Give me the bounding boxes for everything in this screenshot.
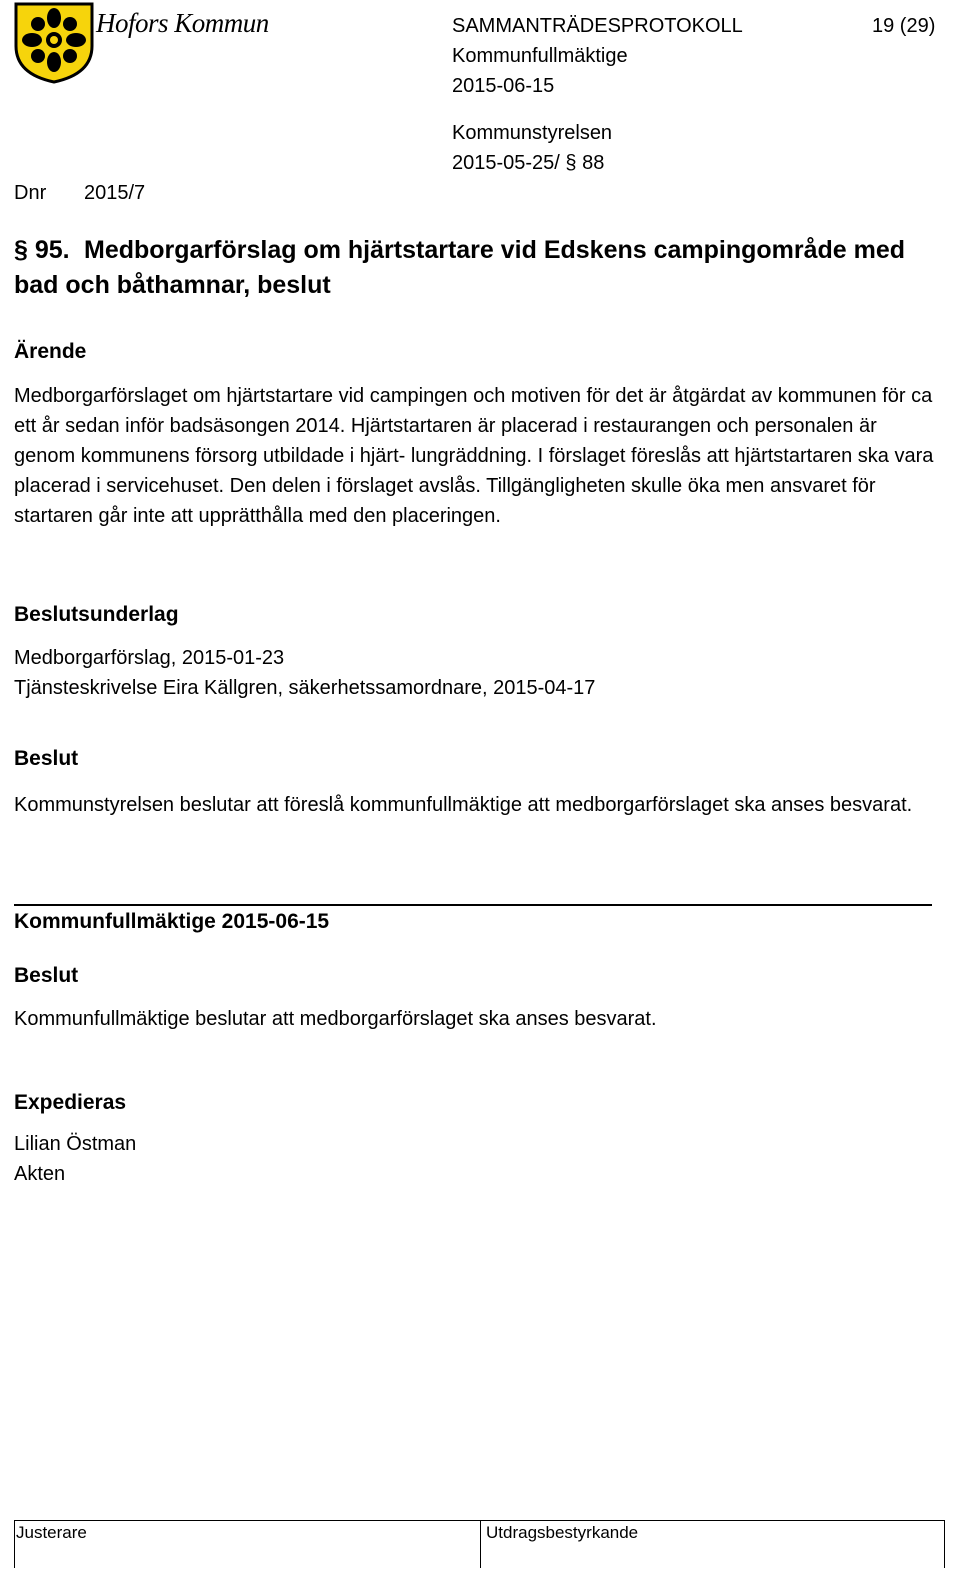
page-number: 19 (29): [872, 15, 936, 37]
case-title: Medborgarförslag om hjärtstartare vid Edskens campingområde med bad och båthamnar, beslut: [14, 236, 906, 299]
dnr-label: Dnr: [14, 182, 47, 204]
paragraph-number: § 95.: [14, 236, 70, 264]
case-title-block: [14, 233, 944, 303]
prior-body: Kommunstyrelsen: [452, 122, 613, 144]
logo-wordmark: Hofors Kommun: [96, 8, 269, 38]
footer-cell-border: [480, 1520, 481, 1568]
protocol-title: SAMMANTRÄDESPROTOKOLL: [452, 15, 743, 37]
dnr-value: 2015/7: [84, 182, 146, 204]
justerare-label: Justerare: [16, 1523, 87, 1542]
footer-cell-border: [14, 1520, 15, 1568]
arende-heading: Ärende: [14, 340, 87, 363]
expedieras-heading: Expedieras: [14, 1091, 127, 1114]
ks-beslut-text: Kommunstyrelsen beslutar att föreslå kommunfullmäktige att medborgarförslaget ska anses besvarat.: [14, 794, 913, 816]
section-divider: [14, 904, 932, 906]
footer-signature-box: [14, 1520, 944, 1569]
kf-heading: Kommunfullmäktige 2015-06-15: [14, 910, 330, 933]
arende-text: Medborgarförslaget om hjärtstartare vid campingen och motiven för det är åtgärdat av kommunen för ca ett år sedan inför badsäsongen 2014. Hjärtstartaren är placerad i restaurangen och personalen är genom kommunens försorg utbildade i hjärt- lungräddning. I förslaget föreslås att hjärtstartaren ska vara placerad i servicehuset. Den delen i förslaget avslås. Tillgängligheten skulle öka men ansvaret för startaren går inte att upprätthålla med den placeringen.: [14, 385, 934, 527]
underlag-item: Tjänsteskrivelse Eira Källgren, säkerhetssamordnare, 2015-04-17: [14, 677, 596, 699]
ks-beslut-heading: Beslut: [14, 747, 79, 770]
beslutsunderlag-heading: Beslutsunderlag: [14, 603, 179, 626]
recipient-item: Lilian Östman: [14, 1133, 137, 1155]
hofors-coat-of-arms-logo: [14, 2, 94, 84]
meeting-date: 2015-06-15: [452, 75, 555, 97]
meeting-body: Kommunfullmäktige: [452, 45, 628, 67]
prior-reference: 2015-05-25/ § 88: [452, 152, 605, 174]
kf-beslut-text: Kommunfullmäktige beslutar att medborgarförslaget ska anses besvarat.: [14, 1008, 657, 1030]
utdragsbestyrkande-label: Utdragsbestyrkande: [486, 1523, 639, 1542]
underlag-item: Medborgarförslag, 2015-01-23: [14, 647, 285, 669]
kf-beslut-heading: Beslut: [14, 964, 79, 987]
recipient-item: Akten: [14, 1163, 66, 1185]
footer-cell-border: [944, 1520, 945, 1568]
